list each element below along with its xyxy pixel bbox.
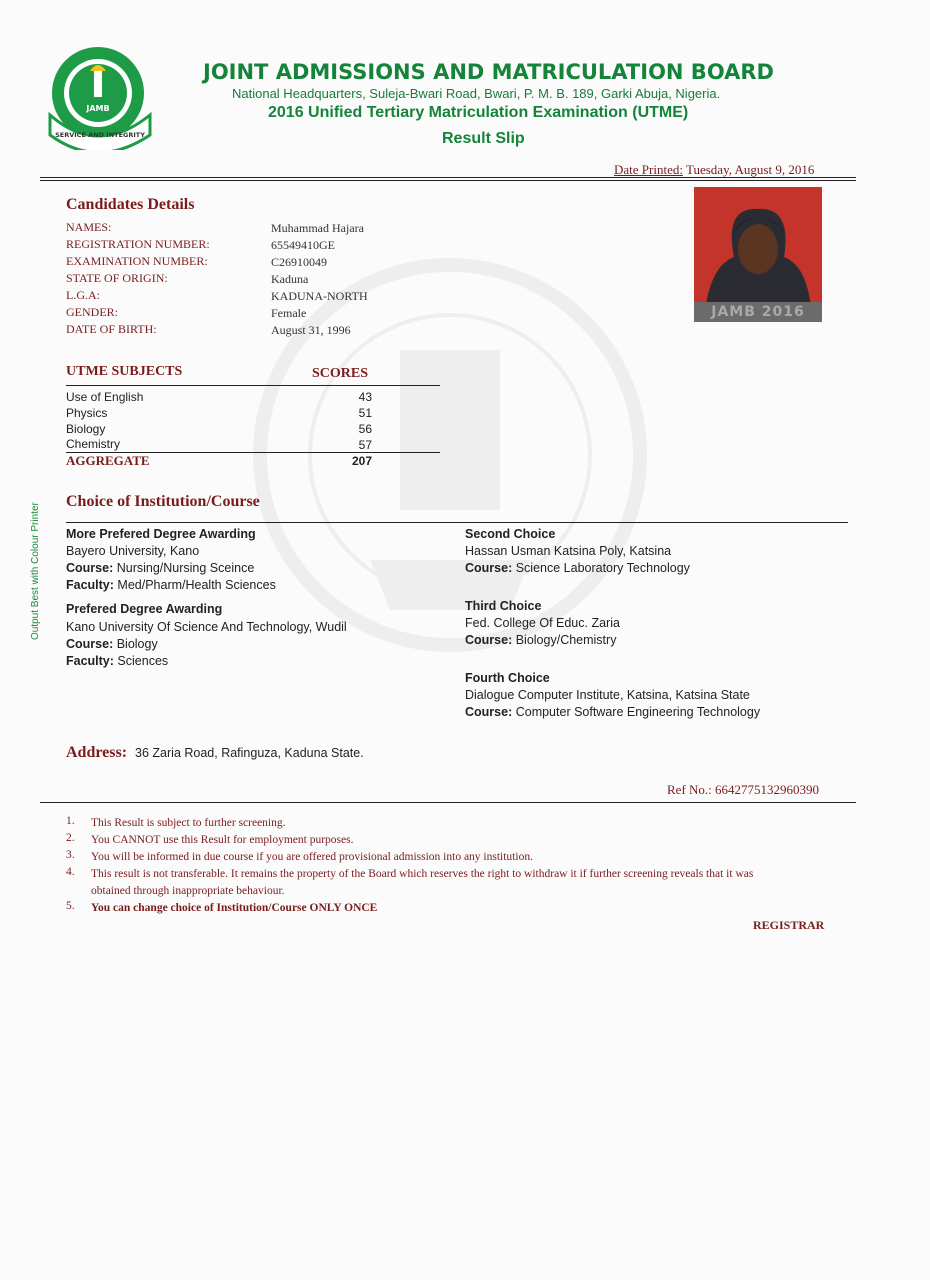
note-number: 1. bbox=[66, 815, 75, 827]
first-alt-choice-faculty bbox=[66, 654, 168, 668]
registration-number-label: REGISTRATION NUMBER: bbox=[66, 237, 210, 251]
ref-label: Ref No.: bbox=[667, 782, 712, 797]
note-number: 4. bbox=[66, 866, 75, 878]
course-label: Course: bbox=[465, 633, 513, 647]
third-choice-heading: Third Choice bbox=[465, 599, 542, 613]
gender-value: Female bbox=[271, 306, 307, 320]
first-choice-faculty bbox=[66, 578, 276, 592]
logo-ribbon-text: SERVICE AND INTEGRITY bbox=[55, 131, 145, 139]
second-choice-course bbox=[465, 561, 690, 575]
course-value: Nursing/Nursing Sceince bbox=[116, 561, 255, 575]
fourth-choice-institution: Dialogue Computer Institute, Katsina, Katsina State bbox=[465, 688, 750, 702]
utme-subjects-header: UTME SUBJECTS bbox=[66, 364, 183, 379]
registrar-signatory: REGISTRAR bbox=[753, 918, 825, 932]
course-value: Biology/Chemistry bbox=[515, 633, 617, 647]
names-value: Muhammad Hajara bbox=[271, 221, 364, 235]
subject-name: Use of English bbox=[66, 390, 144, 404]
second-choice-heading: Second Choice bbox=[465, 527, 556, 541]
state-of-origin-label: STATE OF ORIGIN: bbox=[66, 271, 168, 285]
footer-divider bbox=[40, 802, 856, 803]
choice-section-title: Choice of Institution/Course bbox=[66, 493, 260, 510]
faculty-value: Sciences bbox=[117, 654, 169, 668]
date-printed-label: Date Printed: bbox=[614, 162, 683, 177]
course-label: Course: bbox=[465, 705, 513, 719]
note-text: You CANNOT use this Result for employment purposes. bbox=[91, 834, 354, 846]
first-choice-institution: Bayero University, Kano bbox=[66, 544, 200, 558]
date-printed-value: Tuesday, August 9, 2016 bbox=[685, 162, 815, 177]
subjects-header-divider bbox=[66, 385, 440, 386]
third-choice-institution: Fed. College Of Educ. Zaria bbox=[465, 616, 620, 630]
first-alt-choice-heading: Prefered Degree Awarding bbox=[66, 602, 223, 616]
subject-name: Physics bbox=[66, 406, 108, 420]
ref-value: 6642775132960390 bbox=[715, 782, 820, 797]
header-divider bbox=[40, 177, 856, 178]
candidate-photo bbox=[694, 187, 822, 322]
board-title: JOINT ADMISSIONS AND MATRICULATION BOARD bbox=[203, 60, 774, 84]
names-label: NAMES: bbox=[66, 220, 112, 234]
subject-name: Chemistry bbox=[66, 437, 121, 451]
aggregate-label: AGGREGATE bbox=[66, 453, 150, 468]
first-alt-choice-course bbox=[66, 637, 158, 651]
course-value: Computer Software Engineering Technology bbox=[515, 705, 761, 719]
note-text: This result is not transferable. It remains the property of the Board which reserves the right to withdraw it if further screening reveals that it was obtained through inappropriate behaviour. bbox=[91, 868, 754, 897]
course-label: Course: bbox=[66, 637, 114, 651]
course-value: Biology bbox=[116, 637, 158, 651]
choice-divider bbox=[66, 522, 848, 523]
aggregate-value: 207 bbox=[351, 454, 372, 468]
address-value: 36 Zaria Road, Rafinguza, Kaduna State. bbox=[135, 746, 364, 760]
examination-number-value: C26910049 bbox=[271, 255, 328, 269]
side-printer-note: Output Best with Colour Printer bbox=[30, 502, 41, 640]
board-address: National Headquarters, Suleja-Bwari Road, Bwari, P. M. B. 189, Garki Abuja, Nigeria. bbox=[232, 86, 721, 101]
note-number: 3. bbox=[66, 849, 75, 861]
subject-score: 57 bbox=[358, 438, 372, 452]
first-choice-heading: More Prefered Degree Awarding bbox=[66, 527, 256, 541]
header-divider-double bbox=[40, 180, 856, 181]
first-choice-course bbox=[66, 561, 254, 575]
gender-label: GENDER: bbox=[66, 305, 118, 319]
jamb-logo bbox=[46, 45, 154, 150]
examination-number-label: EXAMINATION NUMBER: bbox=[66, 254, 208, 268]
lga-value: KADUNA-NORTH bbox=[271, 289, 368, 303]
date-printed bbox=[614, 162, 814, 178]
course-value: Science Laboratory Technology bbox=[515, 561, 690, 575]
note-text: This Result is subject to further screening. bbox=[91, 817, 286, 829]
faculty-label: Faculty: bbox=[66, 654, 114, 668]
subject-score: 43 bbox=[358, 390, 372, 404]
date-of-birth-label: DATE OF BIRTH: bbox=[66, 322, 157, 336]
note-text: You can change choice of Institution/Course ONLY ONCE bbox=[91, 902, 378, 914]
candidate-details-title: Candidates Details bbox=[66, 196, 195, 213]
state-of-origin-value: Kaduna bbox=[271, 272, 309, 286]
exam-title: 2016 Unified Tertiary Matriculation Examination (UTME) bbox=[268, 104, 689, 121]
second-choice-institution: Hassan Usman Katsina Poly, Katsina bbox=[465, 544, 672, 558]
subject-score: 51 bbox=[358, 406, 372, 420]
note-number: 5. bbox=[66, 900, 75, 912]
course-label: Course: bbox=[465, 561, 513, 575]
course-label: Course: bbox=[66, 561, 114, 575]
lga-label: L.G.A: bbox=[66, 288, 100, 302]
fourth-choice-course bbox=[465, 705, 760, 719]
date-of-birth-value: August 31, 1996 bbox=[271, 323, 351, 337]
third-choice-course bbox=[465, 633, 616, 647]
document-type: Result Slip bbox=[442, 130, 525, 147]
subject-name: Biology bbox=[66, 422, 106, 436]
logo-center-text: JAMB bbox=[86, 104, 110, 113]
fourth-choice-heading: Fourth Choice bbox=[465, 671, 550, 685]
faculty-value: Med/Pharm/Health Sciences bbox=[117, 578, 276, 592]
photo-caption: JAMB 2016 bbox=[694, 302, 822, 322]
note-text: You will be informed in due course if you are offered provisional admission into any institution. bbox=[91, 851, 533, 863]
first-alt-choice-institution: Kano University Of Science And Technology, Wudil bbox=[66, 620, 347, 634]
address bbox=[66, 744, 364, 762]
registration-number-value: 65549410GE bbox=[271, 238, 335, 252]
reference-number bbox=[667, 782, 819, 798]
note-number: 2. bbox=[66, 832, 75, 844]
address-label: Address: bbox=[66, 744, 128, 761]
subject-score: 56 bbox=[358, 422, 372, 436]
faculty-label: Faculty: bbox=[66, 578, 114, 592]
scores-header: SCORES bbox=[312, 366, 369, 381]
